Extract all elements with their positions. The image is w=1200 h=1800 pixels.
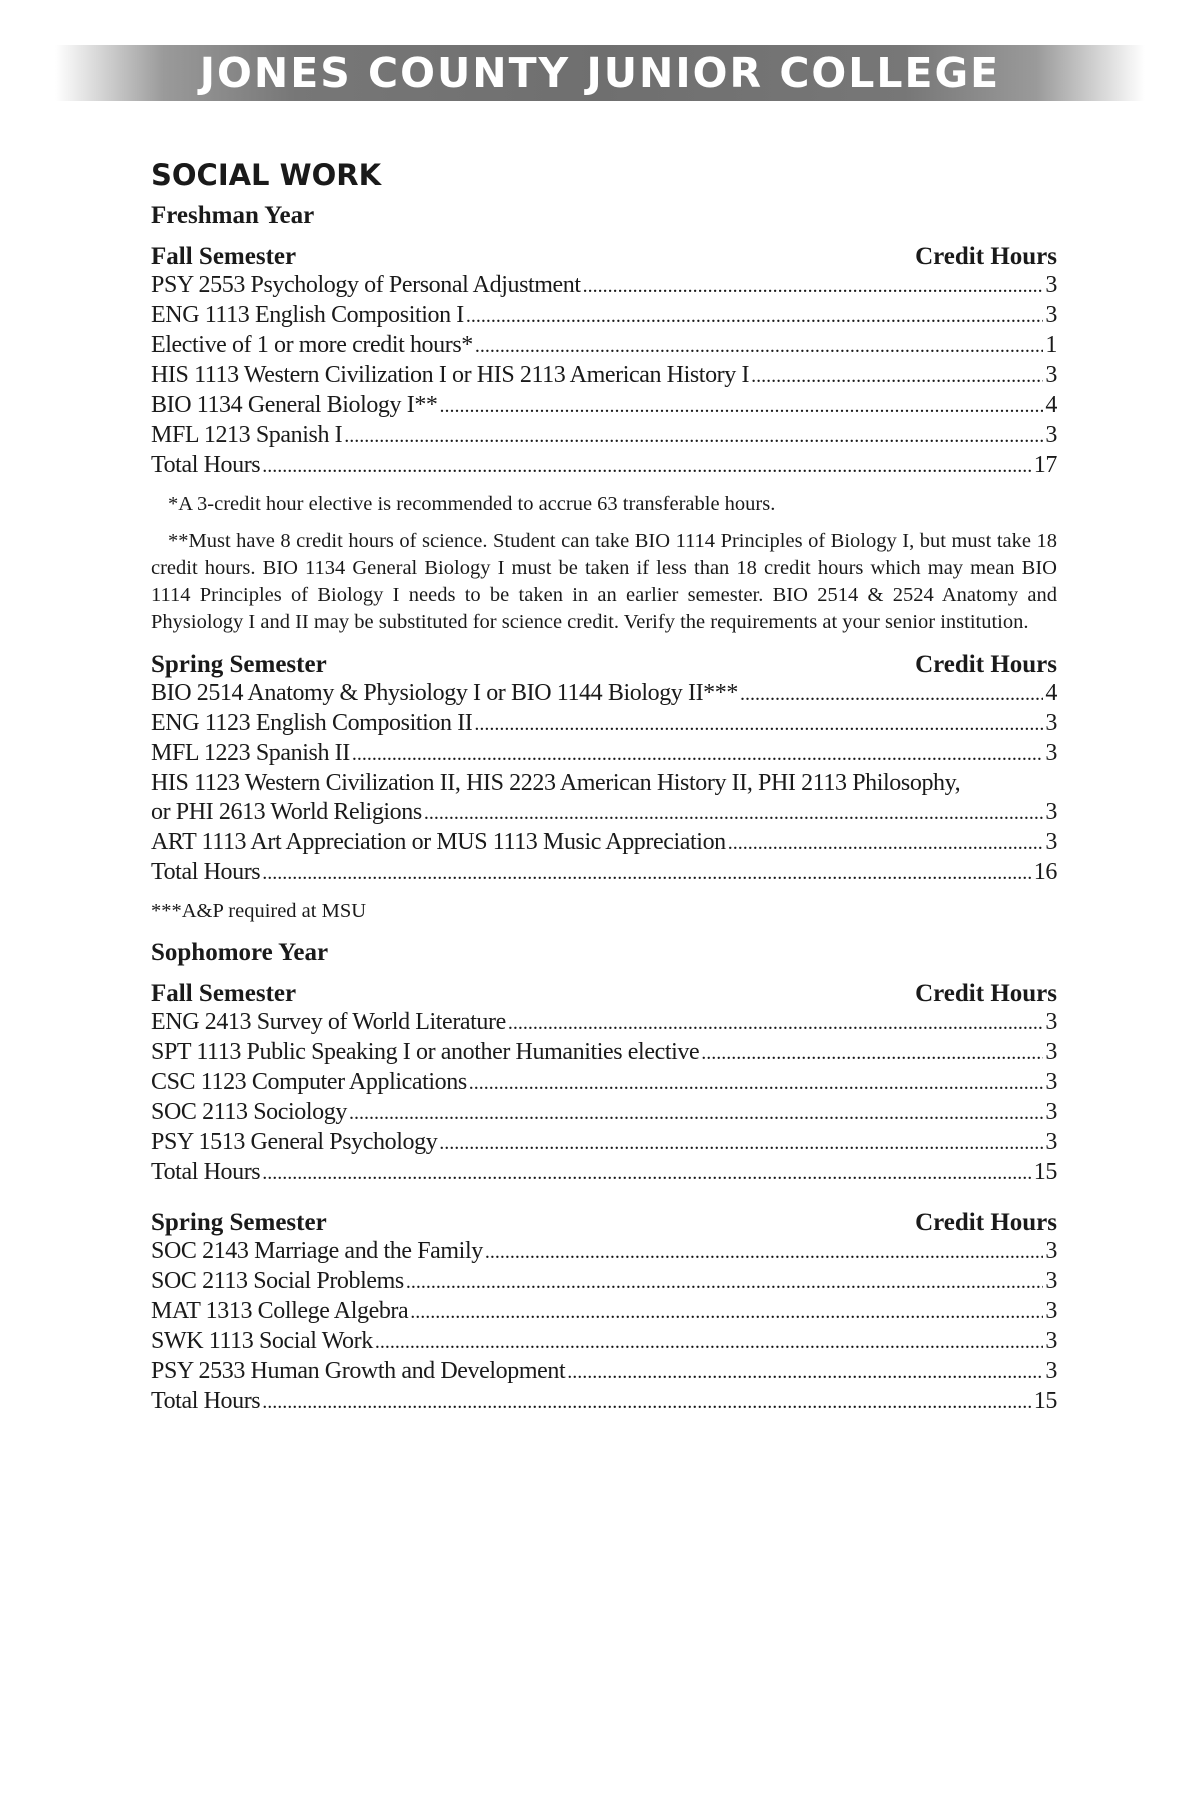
course-hours: 3 <box>1045 1129 1057 1155</box>
course-row <box>151 331 1057 361</box>
course-row <box>151 361 1057 391</box>
leader-dots <box>701 1038 1043 1068</box>
course-row <box>151 679 1057 709</box>
course-row <box>151 739 1057 769</box>
semester-title: Spring Semester <box>151 651 327 678</box>
course-row <box>151 1008 1057 1038</box>
header-banner <box>55 45 1145 101</box>
course-name: HIS 1113 Western Civilization I or HIS 2113 American History I <box>151 362 750 388</box>
course-row <box>151 301 1057 331</box>
semester-title: Fall Semester <box>151 980 297 1007</box>
leader-dots <box>751 361 1043 391</box>
course-row <box>151 1237 1057 1267</box>
total-label: Total Hours <box>151 1159 261 1185</box>
course-name-line1: HIS 1123 Western Civilization II, HIS 2223 American History II, PHI 2113 Philosophy, <box>151 770 961 796</box>
course-hours: 3 <box>1045 422 1057 448</box>
total-hours-row <box>151 1158 1057 1188</box>
year-title-freshman: Freshman Year <box>151 202 315 229</box>
leader-dots <box>410 1297 1043 1327</box>
course-row <box>151 421 1057 451</box>
semester-title: Fall Semester <box>151 243 297 270</box>
course-name: PSY 1513 General Psychology <box>151 1129 438 1155</box>
course-name: SOC 2113 Sociology <box>151 1099 347 1125</box>
course-name: BIO 1134 General Biology I** <box>151 392 438 418</box>
semester-title: Spring Semester <box>151 1209 327 1236</box>
course-hours: 3 <box>1045 1298 1057 1324</box>
course-name: ART 1113 Art Appreciation or MUS 1113 Music Appreciation <box>151 829 726 855</box>
course-hours: 3 <box>1045 1069 1057 1095</box>
course-name: ENG 1123 English Composition II <box>151 710 473 736</box>
total-hours-row <box>151 1387 1057 1417</box>
total-label: Total Hours <box>151 859 261 885</box>
page-title: SOCIAL WORK <box>151 158 382 192</box>
course-name: MFL 1223 Spanish II <box>151 740 350 766</box>
credit-hours-label: Credit Hours <box>915 1209 1057 1236</box>
course-list <box>151 679 1057 769</box>
course-name: SWK 1113 Social Work <box>151 1328 373 1354</box>
course-row <box>151 709 1057 739</box>
leader-dots <box>475 331 1044 361</box>
leader-dots <box>485 1237 1044 1267</box>
leader-dots <box>344 421 1043 451</box>
course-hours: 3 <box>1045 740 1057 766</box>
course-hours: 3 <box>1045 1268 1057 1294</box>
leader-dots <box>424 798 1044 828</box>
course-name: MFL 1213 Spanish I <box>151 422 343 448</box>
leader-dots <box>740 679 1043 709</box>
leader-dots <box>375 1327 1044 1357</box>
course-row <box>151 391 1057 421</box>
course-list <box>151 1008 1057 1158</box>
semester-sophomore-spring <box>151 1208 1057 1417</box>
course-row <box>151 271 1057 301</box>
leader-dots <box>583 271 1044 301</box>
leader-dots <box>349 1098 1043 1128</box>
course-name: PSY 2553 Psychology of Personal Adjustment <box>151 272 581 298</box>
semester-sophomore-fall <box>151 979 1057 1188</box>
course-hours: 3 <box>1045 1009 1057 1035</box>
total-hours-value: 17 <box>1033 452 1057 478</box>
course-name: PSY 2533 Human Growth and Development <box>151 1358 566 1384</box>
leader-dots <box>469 1068 1044 1098</box>
course-hours: 4 <box>1045 392 1057 418</box>
leader-dots <box>439 1128 1043 1158</box>
course-hours: 3 <box>1045 710 1057 736</box>
course-list <box>151 828 1057 858</box>
course-name: MAT 1313 College Algebra <box>151 1298 409 1324</box>
footnote-science: **Must have 8 credit hours of science. Student can take BIO 1114 Principles of Biology I, but must take 18 credit hours. BIO 1134 General Biology I must be taken if less than 18 credit hours which may mean BIO 1114 Principles of Biology I needs to be taken in an earlier semester. BIO 2514 & 2524 Anatomy and Physiology I and II may be substituted for science credit. Verify the requirements at your senior institution. <box>151 530 1057 633</box>
course-name: Elective of 1 or more credit hours* <box>151 332 473 358</box>
course-hours: 3 <box>1045 829 1057 855</box>
credit-hours-label: Credit Hours <box>915 651 1057 678</box>
course-hours: 3 <box>1045 1238 1057 1264</box>
course-hours: 3 <box>1045 1328 1057 1354</box>
course-row <box>151 828 1057 858</box>
main-content <box>151 158 1057 1417</box>
course-hours: 3 <box>1045 1039 1057 1065</box>
course-name: ENG 1113 English Composition I <box>151 302 464 328</box>
leader-dots <box>508 1008 1044 1038</box>
course-name: or PHI 2613 World Religions <box>151 799 422 825</box>
course-hours: 3 <box>1045 362 1057 388</box>
total-hours-value: 16 <box>1033 859 1057 885</box>
leader-dots <box>440 391 1044 421</box>
total-hours-value: 15 <box>1033 1388 1057 1414</box>
leader-dots <box>262 1387 1032 1417</box>
leader-dots <box>466 301 1043 331</box>
course-row <box>151 1327 1057 1357</box>
course-hours: 3 <box>1045 272 1057 298</box>
leader-dots <box>474 709 1043 739</box>
total-hours-value: 15 <box>1033 1159 1057 1185</box>
course-hours: 3 <box>1045 1358 1057 1384</box>
leader-dots <box>262 1158 1032 1188</box>
course-list <box>151 1237 1057 1387</box>
course-name: SPT 1113 Public Speaking I or another Humanities elective <box>151 1039 700 1065</box>
course-list <box>151 271 1057 451</box>
course-name: SOC 2143 Marriage and the Family <box>151 1238 483 1264</box>
course-hours: 3 <box>1045 799 1057 825</box>
course-row <box>151 798 1057 828</box>
footnote-elective: *A 3-credit hour elective is recommended to accrue 63 transferable hours. <box>168 493 776 515</box>
course-row <box>151 1357 1057 1387</box>
leader-dots <box>262 451 1032 481</box>
credit-hours-label: Credit Hours <box>915 243 1057 270</box>
course-hours: 4 <box>1045 680 1057 706</box>
total-label: Total Hours <box>151 1388 261 1414</box>
credit-hours-label: Credit Hours <box>915 980 1057 1007</box>
total-label: Total Hours <box>151 452 261 478</box>
course-row <box>151 1038 1057 1068</box>
semester-heading <box>151 979 1057 1008</box>
leader-dots <box>352 739 1044 769</box>
semester-freshman-fall <box>151 242 1057 481</box>
course-row <box>151 1068 1057 1098</box>
semester-heading <box>151 1208 1057 1237</box>
semester-heading <box>151 242 1057 271</box>
leader-dots <box>406 1267 1044 1297</box>
total-hours-row <box>151 451 1057 481</box>
leader-dots <box>728 828 1044 858</box>
course-row <box>151 1267 1057 1297</box>
course-hours: 3 <box>1045 1099 1057 1125</box>
course-name: CSC 1123 Computer Applications <box>151 1069 467 1095</box>
footnote-anp: ***A&P required at MSU <box>151 900 367 922</box>
course-row <box>151 1128 1057 1158</box>
leader-dots <box>567 1357 1043 1387</box>
leader-dots <box>262 858 1032 888</box>
course-hours: 1 <box>1045 332 1057 358</box>
course-hours: 3 <box>1045 302 1057 328</box>
college-title: JONES COUNTY JUNIOR COLLEGE <box>199 49 1001 97</box>
course-name: BIO 2514 Anatomy & Physiology I or BIO 1144 Biology II*** <box>151 680 738 706</box>
total-hours-row <box>151 858 1057 888</box>
course-row <box>151 1297 1057 1327</box>
year-title-sophomore: Sophomore Year <box>151 939 329 966</box>
course-name: ENG 2413 Survey of World Literature <box>151 1009 506 1035</box>
semester-heading <box>151 650 1057 679</box>
course-name: SOC 2113 Social Problems <box>151 1268 404 1294</box>
semester-freshman-spring <box>151 650 1057 888</box>
course-row <box>151 1098 1057 1128</box>
